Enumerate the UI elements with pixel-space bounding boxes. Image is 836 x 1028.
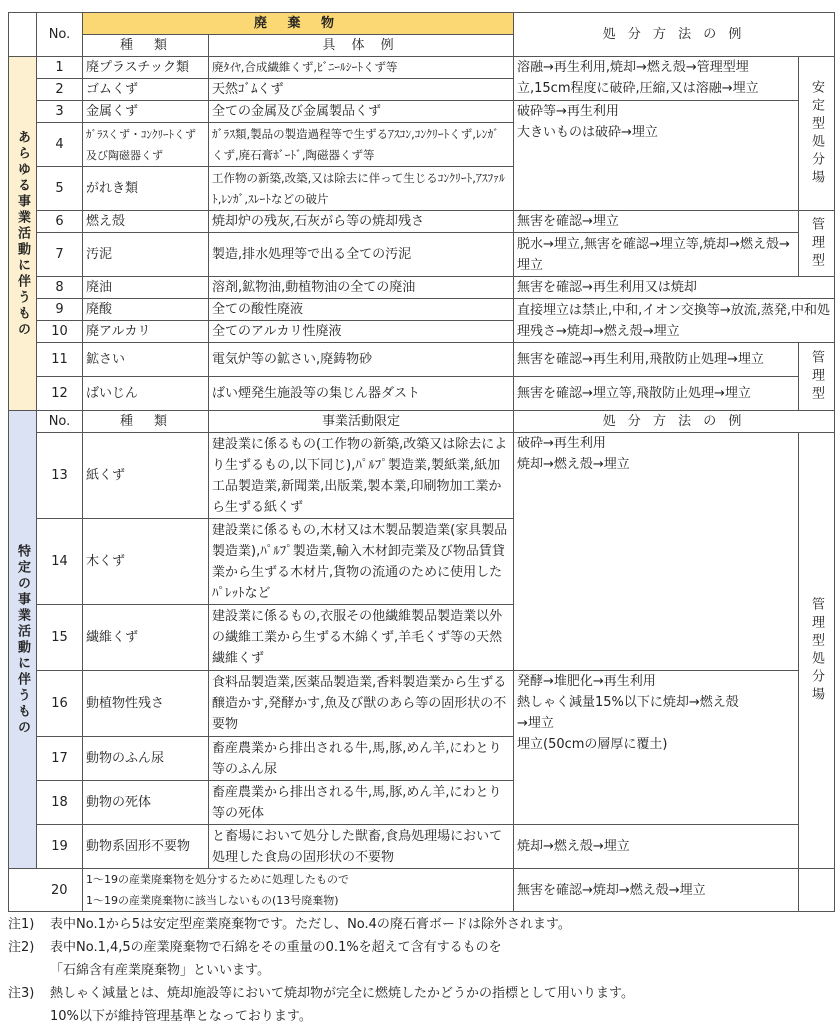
row-type: ばいじん [83, 377, 209, 411]
table-row [9, 233, 835, 277]
disposal-3-5 [514, 101, 799, 211]
row-no: 17 [37, 737, 83, 781]
row-example: 電気炉等の鉱さい,廃鋳物砂 [209, 343, 514, 377]
landfill-managed-b: 管理型処分場 [809, 596, 824, 705]
note-3-cont: 10%以下が維持管理基準となっております。 [50, 1009, 312, 1024]
note-text: 熱しゃく減量とは、焼却施設等において焼却物が完全に燃焼したかどうかの指標として用いります。 [50, 986, 634, 1001]
row-limit: 畜産農業から排出される牛,馬,豚,めん羊,にわとり等のふん尿 [209, 737, 514, 781]
row-type: 廃油 [83, 277, 209, 299]
row-type: 廃アルカリ [83, 321, 209, 343]
landfill-stable-cell [799, 57, 835, 211]
disposal-16-18 [514, 671, 799, 825]
table-row [9, 869, 835, 912]
disposal-16-18-line2: 熱しゃく減量15%以下に焼却→燃え殻 [517, 695, 739, 710]
row-limit: 建設業に係るもの,木材又は木製品製造業(家具製品製造業),ﾊﾟﾙﾌﾟ製造業,輸入木材卸売業及び物品賃貸業から生ずる木材片,貨物の流通のために使用したﾊﾟﾚｯﾄなど [209, 519, 514, 605]
row-no: 4 [37, 123, 83, 167]
header-disposal: 処 分 方 法 の 例 [514, 13, 835, 57]
header-type: 種 類 [83, 35, 209, 57]
note-3 [8, 982, 828, 1005]
row-no: 11 [37, 343, 83, 377]
row-no: 12 [37, 377, 83, 411]
header-blank [9, 13, 37, 57]
table-row [9, 377, 835, 411]
note-2 [8, 936, 828, 959]
row-limit: と畜場において処分した獣畜,食鳥処理場において処理した食鳥の固形状の不要物 [209, 825, 514, 869]
section-b-header-disposal: 処 分 方 法 の 例 [514, 411, 835, 433]
section-b-header-limit: 事業活動限定 [209, 411, 514, 433]
disposal-3-5-line1: 破砕等→再生利用 [517, 104, 619, 119]
row-example: 製造,排水処理等で出る全ての汚泥 [209, 233, 514, 277]
landfill-managed-b-cell [799, 433, 835, 869]
row-no: 9 [37, 299, 83, 321]
row-no: 1 [37, 57, 83, 79]
disposal-19: 焼却→燃え殻→埋立 [514, 825, 799, 869]
row-example: 天然ｺﾞﾑくず [209, 79, 514, 101]
row-no: 14 [37, 519, 83, 605]
table-row [9, 211, 835, 233]
disposal-9-10: 直接埋立は禁止,中和,イオン交換等→放流,蒸発,中和処理残さ→焼却→燃え殻→埋立 [514, 299, 835, 343]
note-label: 注2) [8, 940, 35, 955]
row-type: 動物系固形不要物 [83, 825, 209, 869]
header-example: 具 体 例 [209, 35, 514, 57]
row-type: ｶﾞﾗｽくず・ｺﾝｸﾘｰﾄくず及び陶磁器くず [83, 123, 209, 167]
industrial-waste-table [8, 12, 835, 912]
row-limit: 食料品製造業,医薬品製造業,香料製造業から生ずる醸造かす,発酵かす,魚及び獣のあら等の固形状の不要物 [209, 671, 514, 737]
section-a-label: あらゆる事業活動に伴うもの [15, 129, 30, 338]
note-label: 注3) [8, 986, 35, 1001]
disposal-8: 無害を確認→再生利用又は焼却 [514, 277, 835, 299]
row-no: 3 [37, 101, 83, 123]
header-no: No. [37, 13, 83, 57]
row-limit: 建設業に係るもの(工作物の新築,改築又は除去により生ずるもの,以下同じ),ﾊﾟﾙﾌﾟ製造業,製紙業,紙加工品製造業,新聞業,出版業,製本業,印刷物加工業から生ずる紙くず [209, 433, 514, 519]
row-example: 全てのアルカリ性廃液 [209, 321, 514, 343]
disposal-13-15-line2: 焼却→燃え殻→埋立 [517, 457, 630, 472]
header-waste: 廃 棄 物 [83, 13, 514, 35]
disposal-16-18-line4: 埋立(50cmの層厚に覆土) [517, 737, 668, 752]
note-text: 表中No.1,4,5の産業廃棄物で石綿をその重量の0.1%を超えて含有するものを [50, 940, 502, 955]
row-no: 20 [37, 869, 83, 912]
disposal-13-15-line1: 破砕→再生利用 [517, 436, 606, 451]
section-b-header-type: 種 類 [83, 411, 209, 433]
table-row [9, 671, 835, 737]
row-type: 燃え殻 [83, 211, 209, 233]
disposal-1-2: 溶融→再生利用,焼却→燃え殻→管理型埋立,15cm程度に破砕,圧縮,又は溶融→埋立 [514, 57, 799, 101]
row20-blank [9, 869, 37, 912]
row-no: 7 [37, 233, 83, 277]
row20-line1: 1～19の産業廃棄物を処分するために処理したもので [86, 873, 349, 886]
notes [8, 913, 828, 1028]
row-example: 全ての酸性廃液 [209, 299, 514, 321]
disposal-3-5-line2: 大きいものは破砕→埋立 [517, 125, 658, 140]
row-no: 13 [37, 433, 83, 519]
row-no: 10 [37, 321, 83, 343]
row-no: 18 [37, 781, 83, 825]
row-type: 鉱さい [83, 343, 209, 377]
row-type: 繊維くず [83, 605, 209, 671]
section-b-label-cell [9, 411, 37, 869]
row-example: 焼却炉の残灰,石灰がら等の焼却残さ [209, 211, 514, 233]
table-row [9, 433, 835, 519]
landfill-stable: 安定型処分場 [809, 79, 824, 188]
table-row [9, 57, 835, 79]
disposal-6: 無害を確認→埋立 [514, 211, 799, 233]
row-type: がれき類 [83, 167, 209, 211]
table-row [9, 101, 835, 123]
row-limit: 畜産農業から排出される牛,馬,豚,めん羊,にわとり等の死体 [209, 781, 514, 825]
row-type: 動物の死体 [83, 781, 209, 825]
disposal-13-15 [514, 433, 799, 671]
disposal-7: 脱水→埋立,無害を確認→埋立等,焼却→燃え殻→埋立 [514, 233, 799, 277]
landfill-managed-11-12: 管理型 [809, 349, 824, 404]
row-example: 全ての金属及び金属製品くず [209, 101, 514, 123]
table-row [9, 343, 835, 377]
row-no: 16 [37, 671, 83, 737]
table-row [9, 299, 835, 321]
row-type: 紙くず [83, 433, 209, 519]
row-type: 動物のふん尿 [83, 737, 209, 781]
disposal-16-18-line1: 発酵→堆肥化→再生利用 [517, 674, 656, 689]
section-b-header-no: No. [37, 411, 83, 433]
disposal-20: 無害を確認→焼却→燃え殻→埋立 [514, 869, 799, 912]
row-type: 動植物性残さ [83, 671, 209, 737]
row20-description [83, 869, 514, 912]
landfill-managed-6-7-cell [799, 211, 835, 277]
note-text: 表中No.1から5は安定型産業廃棄物です。ただし、No.4の廃石膏ボードは除外されます。 [50, 917, 571, 932]
row-example: ばい煙発生施設等の集じん器ダスト [209, 377, 514, 411]
row-no: 19 [37, 825, 83, 869]
table-row [9, 825, 835, 869]
disposal-16-18-line3: →埋立 [517, 716, 554, 731]
row-no: 5 [37, 167, 83, 211]
row-example: ｶﾞﾗｽ類,製品の製造過程等で生ずるｱｽｺﾝ,ｺﾝｸﾘｰﾄくず,ﾚﾝｶﾞくず,廃石膏ﾎﾞｰﾄﾞ,陶磁器くず等 [209, 123, 514, 167]
landfill-managed-6-7: 管理型 [809, 216, 824, 271]
row20-landfill-blank [799, 869, 835, 912]
row-no: 6 [37, 211, 83, 233]
row-type: 廃プラスチック類 [83, 57, 209, 79]
disposal-11: 無害を確認→再生利用,飛散防止処理→埋立 [514, 343, 799, 377]
row-example: 溶剤,鉱物油,動植物油の全ての廃油 [209, 277, 514, 299]
note-2-cont: 「石綿含有産業廃棄物」といいます。 [50, 963, 270, 978]
row-example: 工作物の新築,改築,又は除去に伴って生じるｺﾝｸﾘｰﾄ,ｱｽﾌｧﾙﾄ,ﾚﾝｶﾞ,ｽﾚｰﾄなどの破片 [209, 167, 514, 211]
section-b-label: 特定の事業活動に伴うもの [15, 543, 30, 736]
row-no: 15 [37, 605, 83, 671]
row-example: 廃ﾀｲﾔ,合成繊維くず,ﾋﾞﾆｰﾙｼｰﾄくず等 [209, 57, 514, 79]
note-1 [8, 913, 828, 936]
row-type: 金属くず [83, 101, 209, 123]
row-limit: 建設業に係るもの,衣服その他繊維製品製造業以外の繊維工業から生ずる木綿くず,羊毛くず等の天然繊維くず [209, 605, 514, 671]
row-no: 8 [37, 277, 83, 299]
row-type: ゴムくず [83, 79, 209, 101]
note-label: 注1) [8, 917, 35, 932]
row-type: 汚泥 [83, 233, 209, 277]
disposal-12: 無害を確認→埋立等,飛散防止処理→埋立 [514, 377, 799, 411]
landfill-managed-11-12-cell [799, 343, 835, 411]
row-type: 廃酸 [83, 299, 209, 321]
row-no: 2 [37, 79, 83, 101]
row20-line2: 1～19の産業廃棄物に該当しないもの(13号廃棄物) [86, 894, 339, 907]
row-type: 木くず [83, 519, 209, 605]
section-a-label-cell [9, 57, 37, 411]
table-row [9, 277, 835, 299]
